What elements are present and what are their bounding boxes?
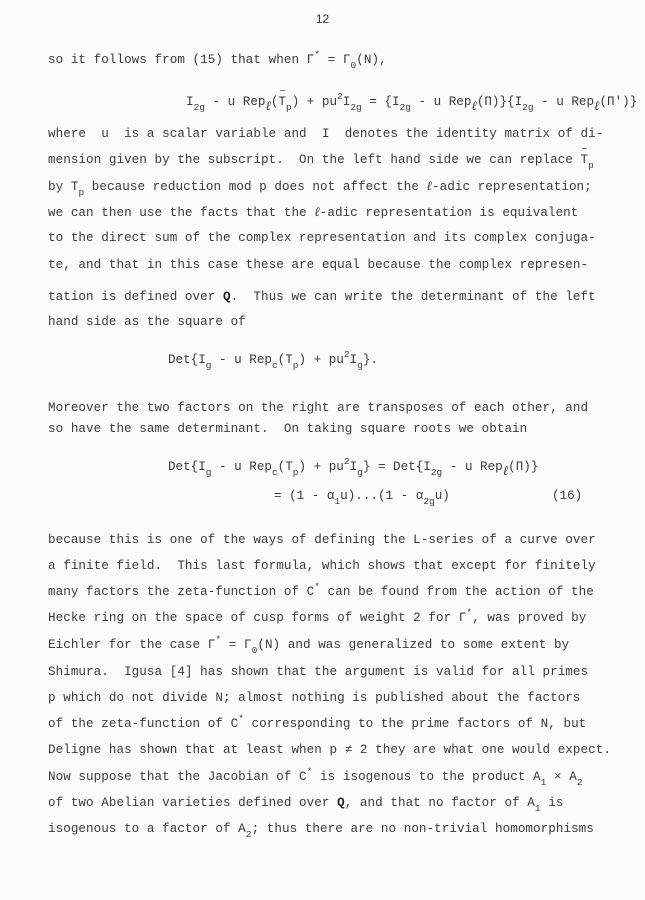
text-line <box>48 178 592 198</box>
text-line: Shimura. Igusa [4] has shown that the argument is valid for all primes <box>48 665 589 679</box>
subscript: c <box>271 360 278 371</box>
subscript: 1 <box>540 777 547 788</box>
text-line: Deligne has shown that at least when p ≠ 2 they are what one would expect. <box>48 743 611 757</box>
subscript: ℓ <box>594 98 600 113</box>
symbol-rationals: Q <box>337 796 345 810</box>
eq-term: u) <box>434 489 450 503</box>
text-run: tation is defined over <box>48 290 223 304</box>
text-line <box>48 795 564 814</box>
subscript: p <box>285 102 292 113</box>
text-run: , and that no factor of A <box>344 796 535 810</box>
text-line: p which do not divide N; almost nothing is published about the factors <box>48 691 581 705</box>
equation-4 <box>274 488 450 507</box>
text-line: to the direct sum of the complex representation and its complex conjuga- <box>48 231 596 245</box>
subscript: ℓ <box>265 98 271 113</box>
symbol-ell: ℓ <box>314 204 320 219</box>
superscript-star: * <box>314 581 321 592</box>
symbol-rationals: Q <box>222 290 231 304</box>
text-line <box>48 821 594 840</box>
text-run: Hecke ring on the space of cusp forms of weight 2 for Γ <box>48 611 467 625</box>
text-run: is <box>540 796 564 810</box>
subscript: g <box>205 360 212 371</box>
eq-term: (Π')} <box>599 95 638 109</box>
subscript: p <box>588 160 594 171</box>
subscript: g <box>205 467 212 478</box>
eq-term: ) + pu <box>291 95 338 109</box>
eq-term: - u Rep <box>211 460 272 474</box>
text-run: = Γ <box>320 53 351 67</box>
text-run: Now suppose that the Jacobian of C <box>48 770 307 784</box>
eq-term: } = Det{I <box>362 460 431 474</box>
equation-1 <box>186 91 638 113</box>
eq-term: ) + pu <box>298 460 344 474</box>
eq-term: (T <box>277 460 293 474</box>
eq-term: ( <box>270 95 279 109</box>
text-run: ; thus there are no non-trivial homomorphisms <box>251 822 594 836</box>
text-run: (N) and was generalized to some extent by <box>257 638 570 652</box>
eq-term: - u Rep <box>442 460 503 474</box>
superscript-star: * <box>238 713 244 724</box>
text-run: -adic representation is equivalent <box>319 206 579 220</box>
text-line <box>48 49 387 71</box>
subscript: 2g <box>522 102 534 113</box>
text-line <box>48 289 596 305</box>
eq-term: (T <box>277 353 293 367</box>
text-line: so have the same determinant. On taking square roots we obtain <box>48 422 528 436</box>
subscript: p <box>292 467 299 478</box>
eq-term: I <box>186 95 194 109</box>
subscript: 2g <box>350 102 362 113</box>
eq-term: (Π)} <box>508 460 539 474</box>
eq-term: Det{I <box>168 460 206 474</box>
subscript: 1 <box>334 496 341 507</box>
eq-term: = {I <box>361 95 400 109</box>
subscript: p <box>292 360 299 371</box>
text-run: , was proved by <box>472 611 587 625</box>
page-number: 12 <box>315 12 330 26</box>
superscript: 2 <box>343 349 350 360</box>
subscript: 2 <box>245 829 252 840</box>
subscript: 0 <box>350 60 357 71</box>
text-run: of the zeta-function of C <box>48 717 239 731</box>
text-line: Moreover the two factors on the right are transposes of each other, and <box>48 401 589 415</box>
eq-term: ) + pu <box>298 353 344 367</box>
text-run: isogenous to a factor of A <box>48 822 246 836</box>
text-line <box>48 152 594 171</box>
text-line <box>48 713 587 732</box>
eq-term: (Π)}{I <box>476 95 523 109</box>
text-line <box>48 634 570 656</box>
superscript-star: * <box>466 607 473 618</box>
subscript: 2g <box>423 496 435 507</box>
subscript: g <box>357 467 363 478</box>
text-run: can be found from the action of the <box>320 585 594 599</box>
eq-term: I <box>342 95 351 109</box>
text-run: Eichler for the case Γ <box>48 638 216 652</box>
eq-term: - u Rep <box>211 353 272 367</box>
eq-term: - u Rep <box>204 95 266 109</box>
text-run: mension given by the subscript. On the left hand side we can replace <box>48 153 581 167</box>
eq-term: Det{I <box>168 353 206 367</box>
text-run: so it follows from (15) that when <box>48 53 307 67</box>
text-run: (N), <box>356 53 387 67</box>
superscript: 2 <box>343 456 350 467</box>
subscript: 1 <box>534 803 541 814</box>
subscript: c <box>271 467 278 478</box>
eq-term: - u Rep <box>533 95 595 109</box>
text-run: because reduction mod p does not affect the <box>84 180 427 194</box>
text-run: × A <box>546 770 577 784</box>
text-run: of two Abelian varieties defined over <box>48 796 338 810</box>
symbol-gamma: Γ <box>306 53 315 67</box>
text-run: by T <box>48 180 79 194</box>
text-run: is isogenous to the product A <box>312 770 541 784</box>
equation-2 <box>168 349 378 371</box>
superscript-star: * <box>215 634 222 645</box>
t-tilde: ~ T <box>581 152 589 168</box>
text-line <box>48 204 578 221</box>
subscript: ℓ <box>471 98 477 113</box>
text-line <box>48 607 587 626</box>
text-run: -adic representation; <box>432 180 592 194</box>
t-tilde: ~ T <box>278 94 286 110</box>
eq-term: - u Rep <box>410 95 472 109</box>
text-line: because this is one of the ways of defining the L-series of a curve over <box>48 533 596 547</box>
text-run: we can then use the facts that the <box>48 206 315 220</box>
text-line <box>48 581 594 600</box>
text-line: a finite field. This last formula, which shows that except for finitely <box>48 559 596 573</box>
text-line: te, and that in this case these are equal because the complex represen- <box>48 258 589 272</box>
equation-number: (16) <box>552 489 583 503</box>
text-line <box>48 766 583 788</box>
subscript: 2g <box>399 102 411 113</box>
subscript: p <box>78 187 85 198</box>
subscript: 2g <box>193 102 205 113</box>
symbol-ell: ℓ <box>426 178 433 193</box>
text-run: . Thus we can write the determinant of the left <box>230 290 596 304</box>
text-line: where u is a scalar variable and I denotes the identity matrix of di- <box>48 127 604 141</box>
superscript-star: * <box>306 766 313 777</box>
eq-term: = (1 - α <box>274 489 335 503</box>
eq-term: }. <box>362 353 378 367</box>
eq-term: I <box>349 353 358 367</box>
subscript: ℓ <box>502 463 509 478</box>
subscript: g <box>357 360 363 371</box>
equation-3 <box>168 456 539 478</box>
eq-term: I <box>349 460 358 474</box>
subscript: 2 <box>576 777 583 788</box>
superscript-star: * <box>314 49 321 60</box>
eq-term: u)...(1 - α <box>340 489 424 503</box>
text-run: corresponding to the prime factors of N, but <box>243 717 587 731</box>
subscript: 0 <box>251 645 258 656</box>
subscript: 2g <box>430 467 443 478</box>
text-run: many factors the zeta-function of C <box>48 585 315 599</box>
text-run: = Γ <box>221 638 252 652</box>
text-line: hand side as the square of <box>48 315 246 329</box>
superscript: 2 <box>337 91 343 102</box>
